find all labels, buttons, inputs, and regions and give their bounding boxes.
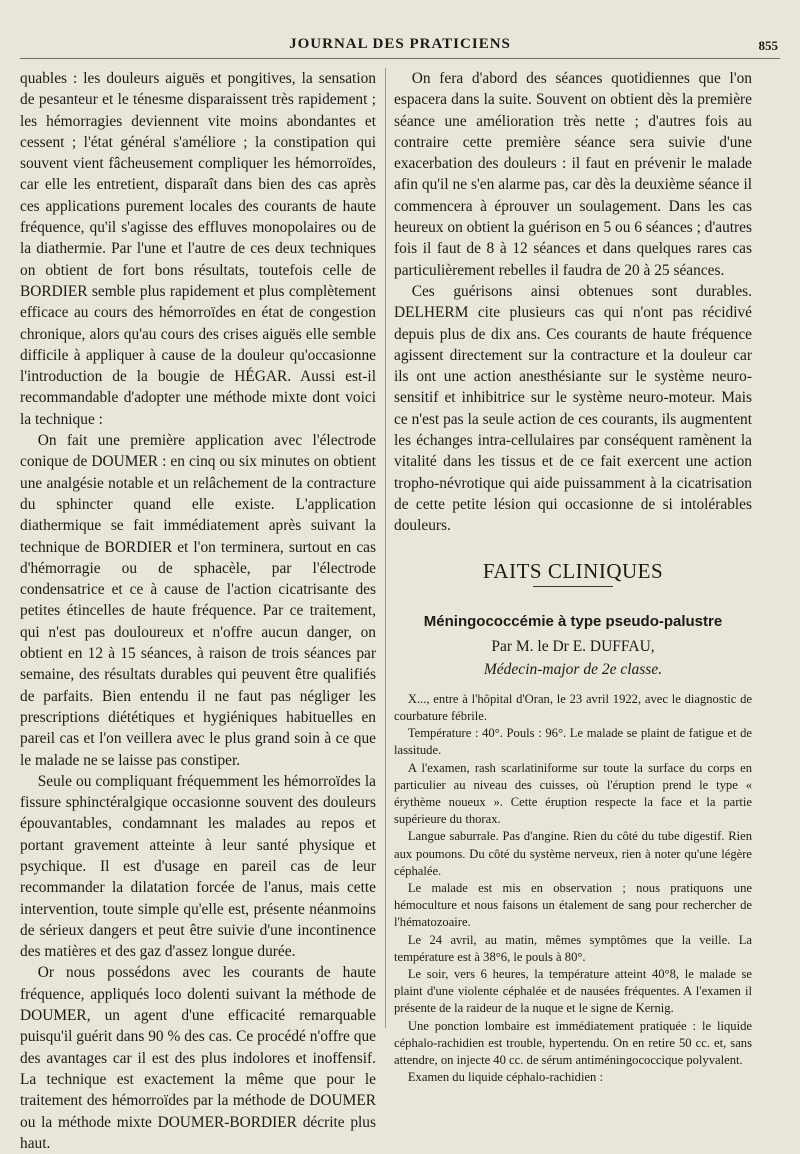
paragraph: quables : les douleurs aiguës et pongitives, la sensation de pesanteur et le ténesme disparaissent très rapidement ; les hémorragies deviennent vite moins abondantes et cessent ; l'état général s'améliore ; la constipation qui souvent vient fâcheusement compliquer les hémorroïdes, car elle les entretient, disparaît dans bien des cas après ces applications purement locales des courants de haute fréquence, qu'il s'agisse des effluves monopolaires ou de la diathermie. Par l'une et l'autre de ces deux techniques on obtient de fort bons résultats, toutefois celle de BORDIER semble plus rapidement et plus complètement efficace au cours des hémorroïdes en état de congestion chronique, alors qu'au cours des crises aiguës elle semble difficile à appliquer à cause de la douleur qu'occasionne l'introduction de la bougie de HÉGAR. Aussi est-il recommandable d'adopter une méthode mixte dont voici la technique : [20,70,376,428]
case-paragraph: A l'examen, rash scarlatiniforme sur toute la surface du corps en particulier au niveau des cuisses, où l'éruption prend le type « érythème noueux ». Cette éruption respecte la face et la partie supérieure du thorax. [394,760,752,827]
byline: Par M. le Dr E. DUFFAU, [491,638,655,656]
case-paragraph: Le 24 avril, au matin, mêmes symptômes que la veille. La température est à 38°6, le pouls à 80°. [394,932,752,964]
article-title: Méningococcémie à type pseudo-palustre [423,612,723,630]
left-column [20,68,376,1154]
case-paragraph: Une ponction lombaire est immédiatement pratiquée : le liquide céphalo-rachidien est trouble, hypertendu. On en retire 50 cc. et, sans attendre, on injecte 40 cc. de sérum antiméningococcique polyvalent. [394,1018,752,1067]
section-heading: FAITS CLINIQUES [482,558,664,583]
page-number: 855 [758,38,778,53]
case-report [394,691,752,1087]
case-paragraph: Température : 40°. Pouls : 96°. Le malade se plaint de fatigue et de lassitude. [394,726,752,758]
case-paragraph: Langue saburrale. Pas d'angine. Rien du côté du tube digestif. Rien aux poumons. Du côté du système nerveux, rien à noter qu'une légère céphalée. [394,829,752,878]
case-paragraph: Examen du liquide céphalo-rachidien : [407,1070,603,1085]
case-paragraph: Le soir, vers 6 heures, la température atteint 40°8, le malade se plaint d'une violente céphalée et de nausées fréquentes. A l'examen il présente de la raideur de la nuque et le signe de Kernig. [394,966,752,1016]
right-column [394,68,752,1086]
heading-rule [533,586,613,587]
paragraph: On fait une première application avec l'électrode conique de DOUMER : en cinq ou six minutes on obtient une analgésie notable et un relâchement de la contracture du sphincter quand elle existe. L'application diathermique se fait immédiatement après suivant la technique de BORDIER et l'on terminera, surtout en cas d'hémorragie ou de sphacèle, par l'électrode condensatrice et ce à cause de l'action cicatrisante des petites étincelles de haute fréquence. Par ce traitement, qui n'est pas douloureux et n'offre aucun danger, on obtient en 12 à 15 séances, à raison de trois séances par semaine, des résultats durables qui peuvent être qualifiés de parfaits. Bien entendu il ne faut pas négliger les prescriptions diététiques et hygiéniques habituelles en pareil cas et l'on veillera avec le plus grand soin à ce que le malade ne se laisse pas constiper. [20,432,376,769]
paragraph: On fera d'abord des séances quotidiennes que l'on espacera dans la suite. Souvent on obtient dès la première séance une amélioration très nette ; d'autres fois au contraire cette première séance sera suivie d'une exacerbation des douleurs : il faut en prévenir le malade afin qu'il ne s'en alarme pas, car dès la deuxième séance il commencera à éprouver un soulagement. Dans les cas heureux on obtient la guérison en 5 ou 6 séances ; d'autres fois il faut de 8 à 12 séances et dans quelques rares cas particulièrement rebelles il faudra de 20 à 25 séances. [394,70,752,279]
affiliation: Médecin-major de 2e classe. [483,661,663,679]
paragraph: Or nous possédons avec les courants de haute fréquence, appliqués loco dolenti suivant la méthode de DOUMER, un agent d'une efficacité remarquable puisqu'il guérit dans 90 % des cas. Ce procédé n'offre que des avantages car il est des plus indolores et inoffensif. La technique est exactement la même que pour le traitement des hémorroïdes par la méthode de DOUMER ou la méthode mixte DOUMER-BORDIER décrite plus haut. [20,964,376,1152]
page-header [20,28,780,59]
paragraph: Seule ou compliquant fréquemment les hémorroïdes la fissure sphinctéralgique occasionne souvent des douleurs épouvantables, condamnant les malades au repos et portant gravement atteinte à leur santé physique et psychique. Il est d'usage en pareil cas de leur recommander la dilatation forcée de l'anus, mais cette intervention, toute simple qu'elle est, présente néanmoins de sérieux dangers et peut être suivie d'une incontinence des matières et des gaz d'assez longue durée. [20,772,376,961]
column-divider [385,68,386,1028]
paragraph: Ces guérisons ainsi obtenues sont durables. DELHERM cite plusieurs cas qui n'ont pas récidivé depuis plus de dix ans. Ces courants de haute fréquence agissent directement sur la contracture et la douleur car ils ont une action anesthésiante sur le système neuro-sensitif et inhibitrice sur le système neuro-moteur. Mais ce n'est pas la seule action de ces courants, ils augmentent les échanges intra-cellulaires par conséquent ramènent la vitalité dans les tissus et de ce fait exercent une action tropho-névrotique qui aide puissamment à la cicatrisation de cette petite lésion qui occasionne de si intolérables douleurs. [394,282,752,535]
case-paragraph: X..., entre à l'hôpital d'Oran, le 23 avril 1922, avec le diagnostic de courbature fébrile. [394,691,752,723]
running-title: JOURNAL DES PRATICIENS [289,36,511,52]
case-paragraph: Le malade est mis en observation ; nous pratiquons une hémoculture et nous faisons un étalement de sang pour rechercher de l'hématozoaire. [394,880,752,930]
